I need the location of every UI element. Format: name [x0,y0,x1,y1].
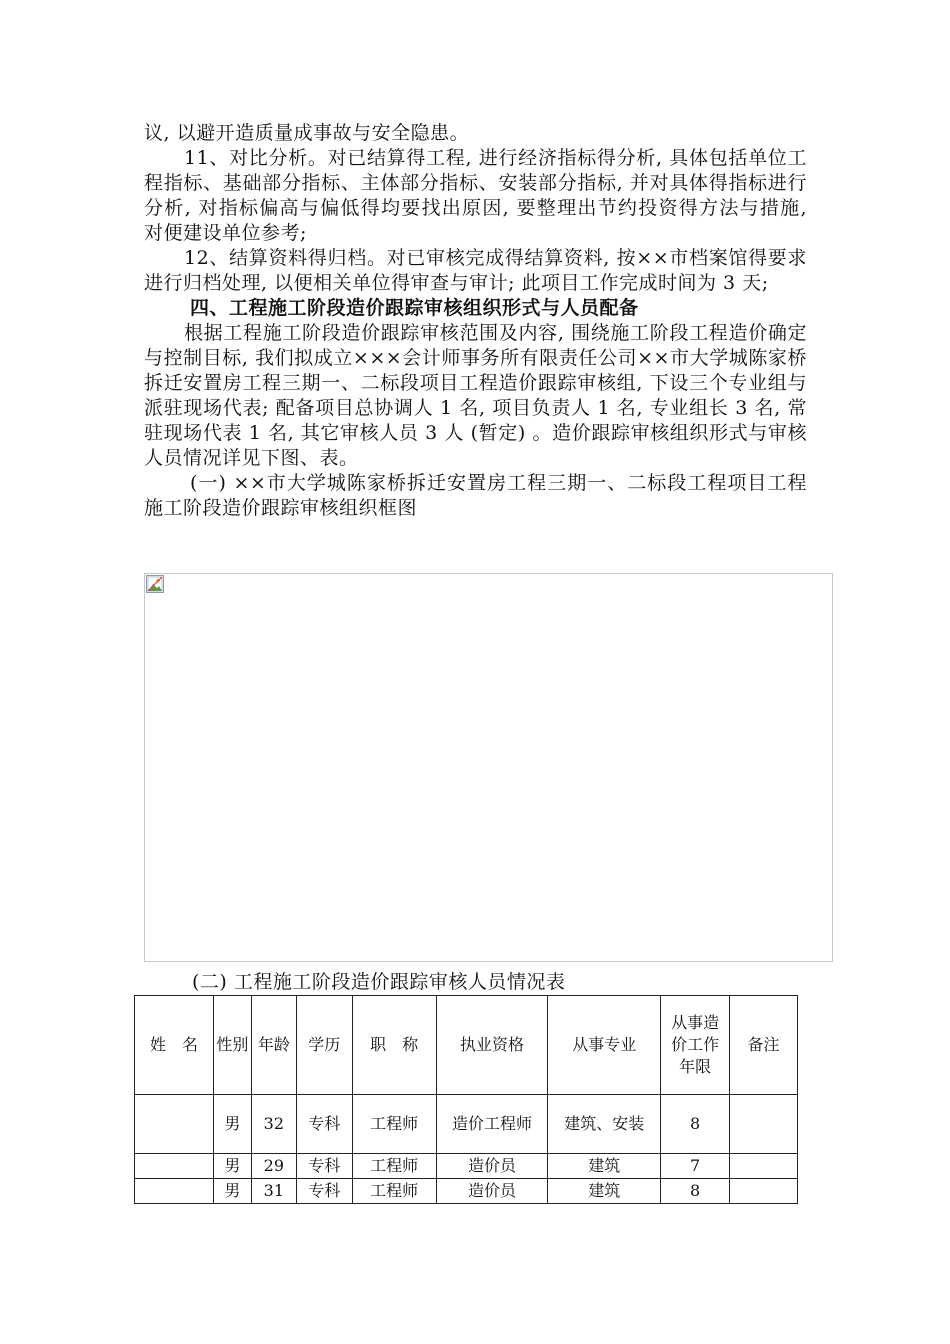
cell-remarks [730,1154,798,1179]
header-age: 年龄 [251,996,296,1095]
org-chart-image-placeholder [144,573,833,962]
cell-title: 工程师 [352,1095,436,1154]
cell-age: 29 [251,1154,296,1179]
table-header-row [135,996,798,1095]
cell-name [135,1095,214,1154]
paragraph-item-11: 11、对比分析。对已结算得工程, 进行经济指标得分析, 具体包括单位工程指标、基础部分指标、主体部分指标、安装部分指标, 并对具体得指标进行分析, 对指标偏高与偏低得均要找出原因, 要整理出节约投资得方法与措施, 对便建设单位参考; [144,147,807,244]
cell-qualification: 造价员 [436,1179,548,1204]
header-education: 学历 [296,996,352,1095]
cell-age: 31 [251,1179,296,1204]
cell-title: 工程师 [352,1154,436,1179]
cell-education: 专科 [296,1154,352,1179]
cell-name [135,1179,214,1204]
header-qualification: 执业资格 [436,996,548,1095]
cell-qualification: 造价工程师 [436,1095,548,1154]
cell-years: 7 [661,1154,730,1179]
cell-years: 8 [661,1095,730,1154]
cell-education: 专科 [296,1095,352,1154]
header-gender: 性别 [213,996,251,1095]
cell-years: 8 [661,1179,730,1204]
cell-name [135,1154,214,1179]
table-row [135,1095,798,1154]
cell-title: 工程师 [352,1179,436,1204]
section-paragraph: 根据工程施工阶段造价跟踪审核范围及内容, 围绕施工阶段工程造价确定与控制目标, 我们拟成立×××会计师事务所有限责任公司××市大学城陈家桥拆迁安置房工程三期一、二标段项目工程造价跟踪审核组, 下设三个专业组与派驻现场代表; 配备项目总协调人 1 名, 项目负责人 1 名, 专业组长 3 名, 常驻现场代表 1 名, 其它审核人员 3 人 (暂定) 。造价跟踪审核组织形式与审核人员情况详见下图、表。 [144,322,807,469]
cell-gender: 男 [213,1095,251,1154]
cell-specialty: 建筑 [548,1179,661,1204]
table-caption: (二) 工程施工阶段造价跟踪审核人员情况表 [192,971,566,993]
cell-qualification: 造价员 [436,1154,548,1179]
header-name: 姓 名 [135,996,214,1095]
cell-remarks [730,1179,798,1204]
broken-image-icon [146,575,164,593]
body-text [144,121,807,521]
header-years: 从事造价工作年限 [661,996,730,1095]
cell-specialty: 建筑、安装 [548,1095,661,1154]
cell-age: 32 [251,1095,296,1154]
figure-caption: (一) ××市大学城陈家桥拆迁安置房工程三期一、二标段工程项目工程施工阶段造价跟踪审核组织框图 [144,472,807,519]
cell-gender: 男 [213,1179,251,1204]
cell-education: 专科 [296,1179,352,1204]
header-remarks: 备注 [730,996,798,1095]
section-heading: 四、工程施工阶段造价跟踪审核组织形式与人员配备 [190,297,639,319]
paragraph-item-12: 12、结算资料得归档。对已审核完成得结算资料, 按××市档案馆得要求进行归档处理, 以便相关单位得审查与审计; 此项目工作完成时间为 3 天; [144,247,807,294]
paragraph-continuation: 议, 以避开造质量成事故与安全隐患。 [144,122,470,144]
table-row [135,1179,798,1204]
table-row [135,1154,798,1179]
cell-remarks [730,1095,798,1154]
header-specialty: 从事专业 [548,996,661,1095]
header-title: 职 称 [352,996,436,1095]
staff-table [134,995,798,1204]
cell-gender: 男 [213,1154,251,1179]
cell-specialty: 建筑 [548,1154,661,1179]
